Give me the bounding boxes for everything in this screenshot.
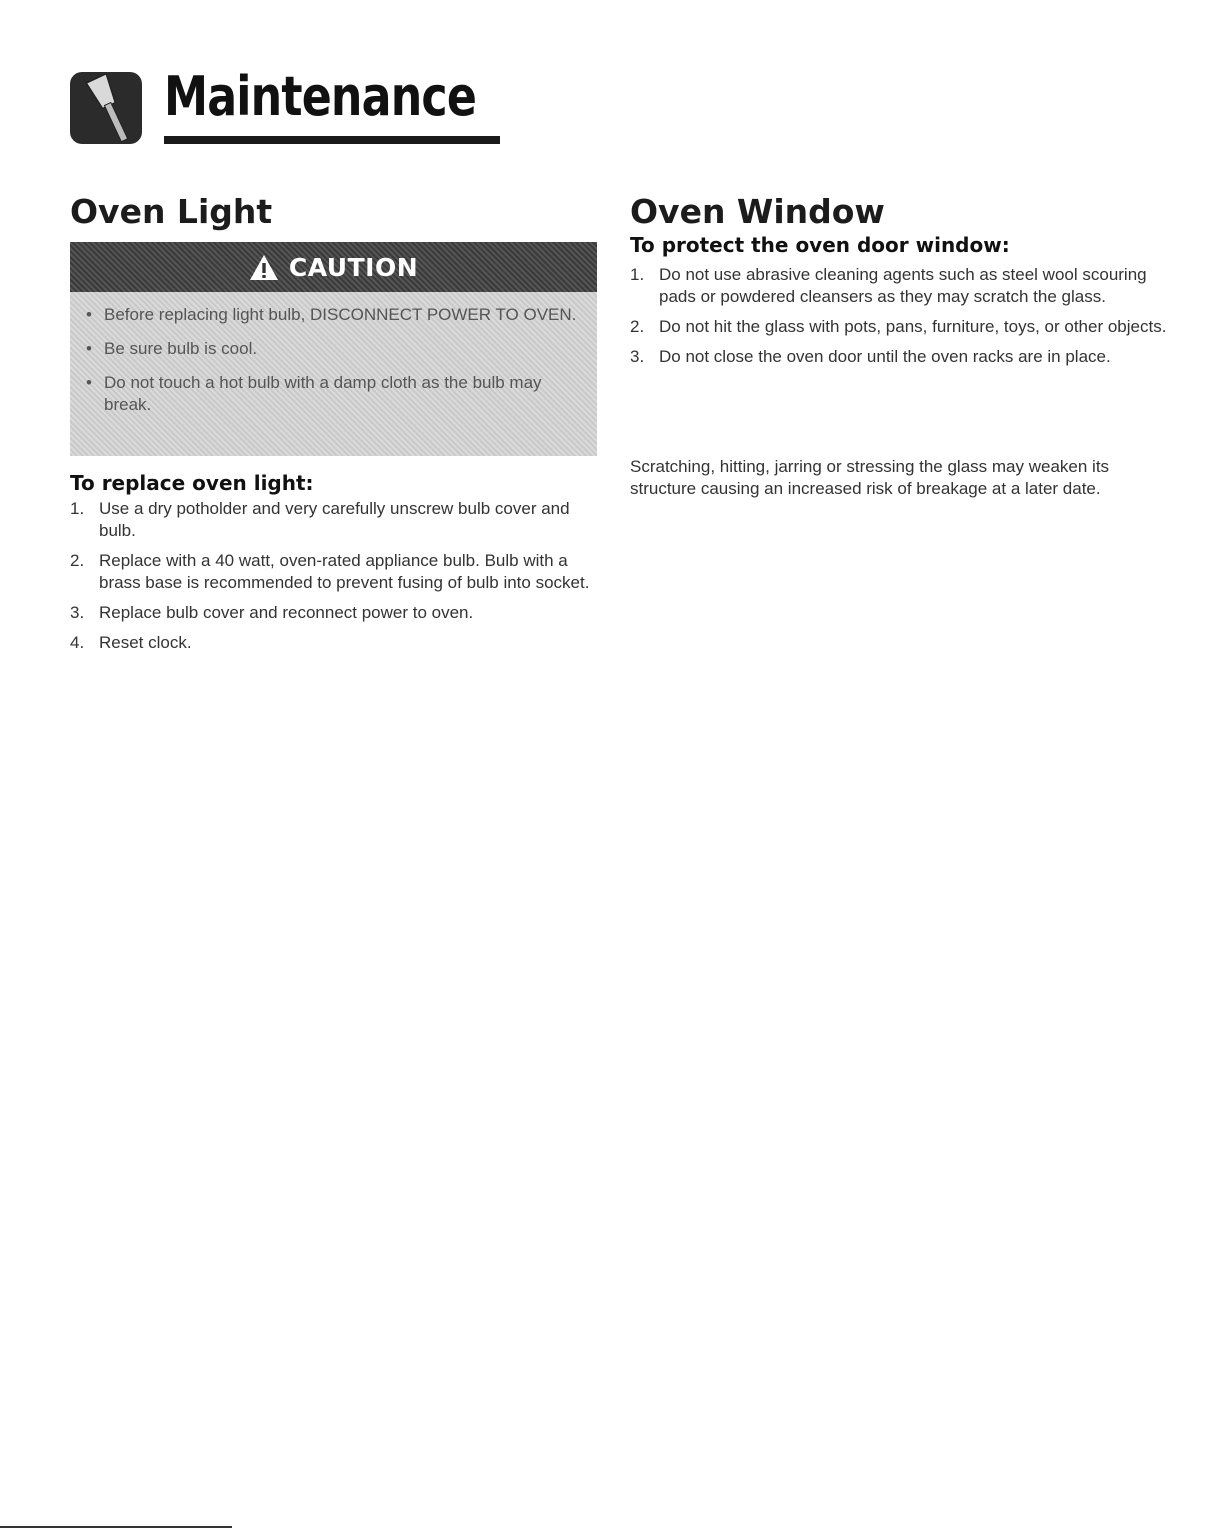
step-item (630, 264, 1170, 308)
page-title: Maintenance (164, 65, 477, 128)
step-item (70, 632, 600, 654)
oven-window-title: Oven Window (630, 192, 885, 231)
footer-rule (0, 1526, 232, 1528)
page-header (68, 65, 477, 156)
caution-item: • Do not touch a hot bulb with a damp cloth as the bulb may break. (84, 372, 577, 416)
step-number: 1. (70, 499, 85, 518)
step-item (630, 316, 1170, 338)
step-item (70, 550, 600, 594)
caution-box (70, 242, 597, 456)
step-text: Replace bulb cover and reconnect power to oven. (99, 603, 474, 622)
caution-label: CAUTION (288, 252, 419, 282)
step-text: Replace with a 40 watt, oven-rated appliance bulb. Bulb with a brass base is recommended to prevent fusing of bulb into socket. (99, 551, 590, 592)
step-number: 2. (70, 551, 85, 570)
step-number: 3. (70, 603, 85, 622)
protect-window-steps (630, 264, 1170, 376)
caution-list (70, 292, 597, 416)
screwdriver-icon (68, 66, 146, 148)
oven-window-section (630, 192, 1170, 498)
step-number: 2. (630, 317, 645, 336)
step-text: Do not hit the glass with pots, pans, furniture, toys, or other objects. (659, 317, 1167, 336)
caution-item: • Before replacing light bulb, DISCONNECT POWER TO OVEN. (84, 304, 577, 326)
replace-light-subheading: To replace oven light: (70, 471, 314, 495)
caution-header (70, 242, 597, 292)
step-text: Use a dry potholder and very carefully unscrew bulb cover and bulb. (99, 499, 570, 540)
warning-icon (249, 254, 279, 281)
protect-window-subheading: To protect the oven door window: (630, 233, 1010, 257)
step-text: Do not use abrasive cleaning agents such as steel wool scouring pads or powdered cleansers as they may scratch the glass. (659, 265, 1147, 306)
step-item (630, 346, 1170, 368)
title-underline (164, 136, 500, 144)
window-warning-paragraph: Scratching, hitting, jarring or stressing the glass may weaken its structure causing an increased risk of breakage at a later date. (630, 457, 1110, 498)
step-number: 3. (630, 347, 645, 366)
step-item (70, 602, 600, 624)
step-text: Reset clock. (99, 633, 192, 652)
caution-item: • Be sure bulb is cool. (84, 338, 577, 360)
oven-light-section (70, 192, 600, 652)
oven-light-title: Oven Light (70, 192, 273, 231)
step-number: 1. (630, 265, 645, 284)
step-number: 4. (70, 633, 85, 652)
replace-light-steps (70, 498, 600, 662)
step-text: Do not close the oven door until the oven racks are in place. (659, 347, 1111, 366)
step-item (70, 498, 600, 542)
